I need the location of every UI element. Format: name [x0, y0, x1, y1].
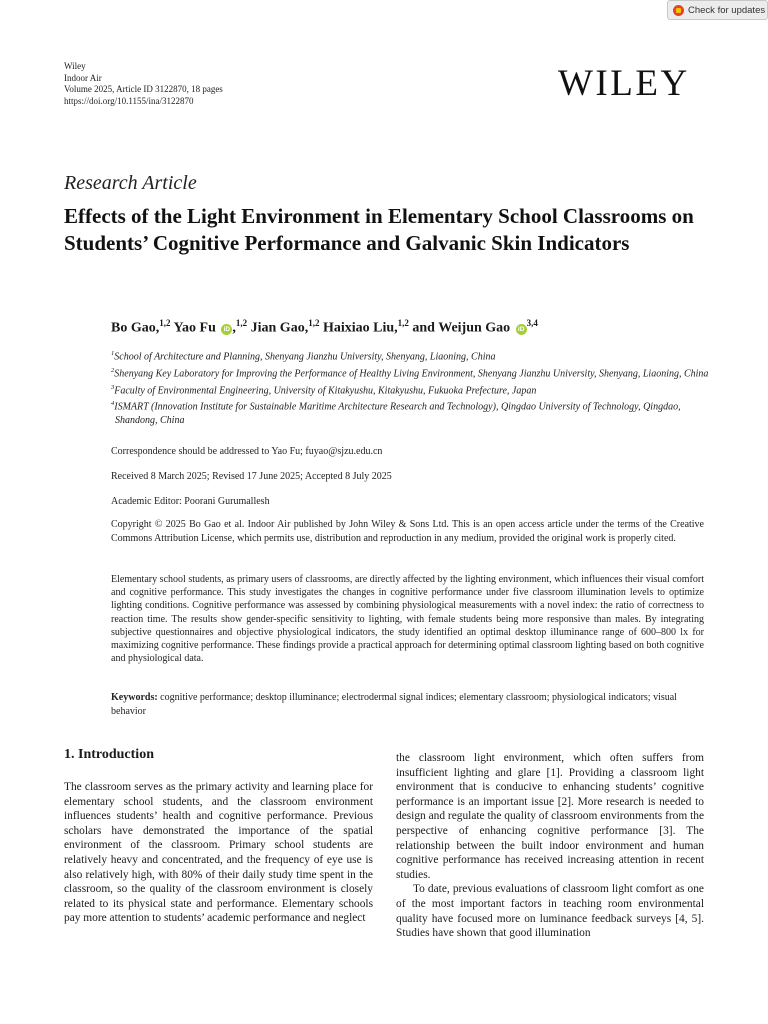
wiley-logo: WILEY — [558, 63, 690, 104]
check-for-updates-button[interactable] — [667, 0, 768, 20]
author-name: Bo Gao, — [111, 320, 160, 336]
affiliations — [111, 347, 711, 428]
correspondence: Correspondence should be addressed to Yao Fu; fuyao@sjzu.edu.cn — [111, 446, 383, 457]
article-title: Effects of the Light Environment in Elementary School Classrooms on Students’ Cognitive Performance and Galvanic Skin Indicators — [64, 204, 694, 255]
orcid-icon[interactable]: iD — [221, 324, 232, 335]
keywords-text: cognitive performance; desktop illuminance; electrodermal signal indices; elementary classroom; physiological indicators; visual behavior — [111, 692, 677, 717]
affiliation-text: ISMART (Innovation Institute for Sustainable Maritime Architecture Research and Technology), Qingdao University of Technology, Qingdao, Shandong, China — [114, 401, 681, 427]
volume-info: Volume 2025, Article ID 3122870, 18 pages — [64, 84, 223, 94]
affiliation-item — [111, 397, 711, 427]
copyright-notice: Copyright © 2025 Bo Gao et al. Indoor Air published by John Wiley & Sons Ltd. This is an open access article under the terms of the Creative Commons Attribution License, which permits use, distribution and reproduction in any medium, provided the original work is properly cited. — [111, 519, 704, 544]
author-affil-sup: 1,2 — [397, 318, 409, 328]
academic-editor: Academic Editor: Poorani Gurumallesh — [111, 496, 270, 507]
journal-meta — [64, 61, 223, 107]
affiliation-text: Faculty of Environmental Engineering, University of Kitakyushu, Kitakyushu, Fukuoka Prefecture, Japan — [114, 384, 537, 396]
doi-link[interactable]: https://doi.org/10.1155/ina/3122870 — [64, 95, 194, 106]
check-for-updates-label: Check for updates — [688, 4, 766, 16]
affiliation-text: Shenyang Key Laboratory for Improving the Performance of Healthy Living Environment, Shenyang Jianzhu University, Shenyang, Liaoning, China — [114, 368, 709, 380]
author-name: Jian Gao, — [250, 320, 309, 336]
author-list: Bo Gao,$^{1,2}$ Yao Fu iD ,$^{1,2}$ Jian Gao,$^{1,2}$ Haixiao Liu,$^{1,2}$ and Weijun Gao iD$^{3,4}$ — [111, 318, 538, 336]
body-paragraph: The classroom serves as the primary activity and learning place for elementary school students, and the classroom environment influences students’ health and cognitive performance. Previous scholars have demonstrated the importance of the spatial environment of the classroom. Primary school students are relatively heavy and concentrated, and the frequency of eye use is also relatively high, with 80% of their daily study time spent in the classroom, so the quality of the classroom environment is closely related to its physical state and performance. Elementary schools pay more attention to students’ academic performance and neglect — [64, 781, 373, 925]
affiliation-number: 3 — [111, 383, 115, 391]
author-affil-sup: 1,2 — [235, 318, 248, 328]
keywords — [111, 691, 704, 718]
article-dates: Received 8 March 2025; Revised 17 June 2025; Accepted 8 July 2025 — [111, 471, 392, 482]
author-name: Haixiao Liu, — [322, 320, 398, 336]
author-affil-sup: 1,2 — [159, 318, 171, 328]
abstract: Elementary school students, as primary users of classrooms, are directly affected by the lighting environment, which influences their visual comfort and cognitive performance. This study investigates the changes in cognitive performance under five classroom illumination levels to optimize lighting conditions. Cognitive performance was assessed by combining physiological measurements with a novel index: the ratio of correctness to reaction time. The results show gender-specific sensitivity to lighting, with female students being more responsive than males. By integrating subjective questionnaires and objective physiological indicators, the study identified an optimal desktop illuminance range of 600–800 lx for maximizing cognitive performance. These findings provide a practical approach for determining optimal classroom lighting based on both cognitive and physiological data. — [111, 574, 704, 665]
crossmark-icon — [673, 5, 684, 16]
affiliation-item — [111, 364, 711, 381]
orcid-icon[interactable]: iD — [516, 324, 527, 335]
author-affil-sup: 3,4 — [526, 318, 538, 328]
body-column-right — [396, 751, 704, 941]
body-column-left — [64, 780, 373, 926]
author-affil-sup: 1,2 — [308, 318, 320, 328]
author-name: and Weijun Gao — [412, 320, 511, 336]
author-name: Yao Fu — [173, 320, 216, 336]
journal-name: Indoor Air — [64, 72, 102, 83]
body-paragraph: the classroom light environment, which often suffers from insufficient lighting and glare [1]. Providing a classroom light environment that is conducive to enhancing students’ cognitive performance is an important issue [2]. More research is needed to design and regulate the quality of classroom environments from the perspective of enhancing cognitive performance [3]. The relationship between the built indoor environment and human cognitive performance has received increasing attention in recent studies. — [396, 752, 704, 881]
affiliation-text: School of Architecture and Planning, Shenyang Jianzhu University, Shenyang, Liaoning, China — [114, 351, 496, 363]
affiliation-number: 4 — [111, 400, 115, 408]
section-heading: 1. Introduction — [64, 747, 154, 762]
affiliation-number: 2 — [111, 366, 115, 374]
affiliation-item — [111, 381, 711, 398]
affiliation-number: 1 — [111, 350, 115, 357]
keywords-label: Keywords: — [111, 692, 158, 703]
article-type: Research Article — [64, 172, 197, 194]
publisher-name: Wiley — [64, 61, 86, 71]
body-paragraph: To date, previous evaluations of classroom light comfort as one of the most important factors in teaching room environmental quality have focused more on luminance feedback surveys [4, 5]. Studies have shown that good illumination — [396, 883, 704, 940]
affiliation-item — [111, 347, 711, 364]
